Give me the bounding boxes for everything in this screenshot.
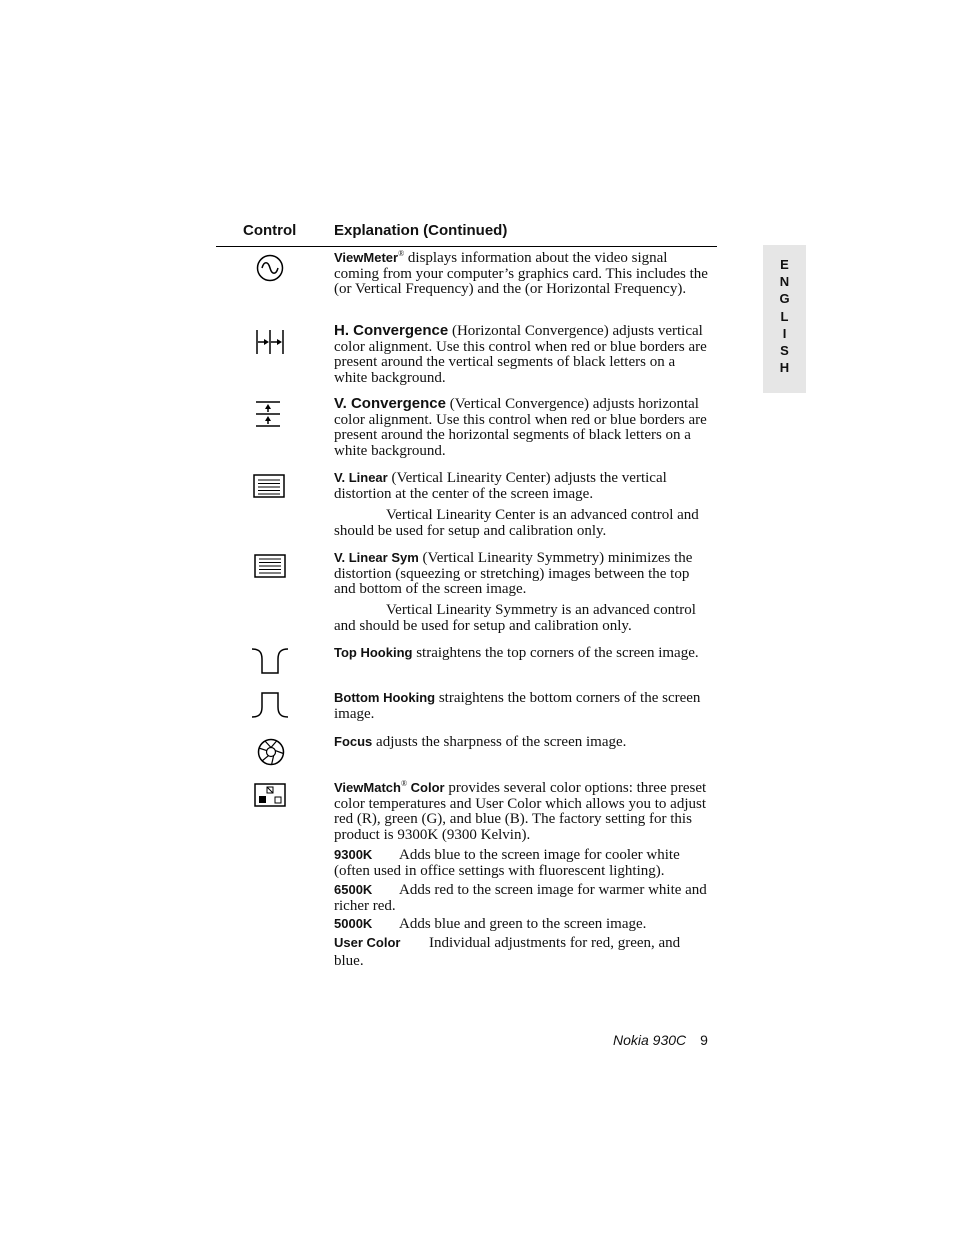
h-convergence-term: H. Convergence	[334, 322, 449, 339]
h-convergence-text: (Horizontal Convergence) adjusts vertical color alignment. Use this control when red or blue borders are present around the vertical segments of black letters on a white background.	[334, 323, 707, 386]
option-text: Adds red to the screen image for warmer white and richer red.	[334, 882, 707, 914]
viewmeter-text: displays information about the video signal coming from your computer’s graphics card. This includes the (or Vertical Frequency) and the (or Horizontal Frequency).	[334, 250, 708, 298]
page-number: 9	[700, 1032, 708, 1048]
viewmeter-description	[334, 250, 709, 298]
option-key: 9300K	[334, 847, 373, 862]
viewmatch-color-icon	[254, 783, 286, 807]
option-key: 5000K	[334, 916, 373, 931]
focus-description	[334, 734, 709, 751]
v-linear-note-text: Vertical Linearity Center is an advanced control and should be used for setup and calibration only.	[334, 507, 699, 539]
tab-letter: S	[780, 343, 789, 359]
footer-product: Nokia 930C	[613, 1032, 687, 1048]
tab-letter: I	[782, 325, 787, 341]
column-header-control: Control	[243, 222, 297, 239]
viewmatch-term: ViewMatch	[334, 780, 401, 795]
option-9300k	[334, 847, 709, 879]
focus-term: Focus	[334, 734, 373, 749]
v-linear-sym-text: (Vertical Linearity Symmetry) minimizes the distortion (squeezing or stretching) images between the top and bottom of the screen image.	[334, 550, 693, 598]
language-tab	[763, 245, 806, 393]
option-text: Adds blue to the screen image for cooler white (often used in office settings with fluorescent lighting).	[334, 847, 680, 879]
v-convergence-icon	[255, 401, 281, 427]
top-hooking-text: straightens the top corners of the screen image.	[412, 645, 699, 661]
top-hooking-icon	[251, 647, 289, 675]
v-linear-note	[334, 508, 709, 539]
h-convergence-description	[334, 323, 709, 386]
tab-letter: H	[779, 360, 790, 376]
viewmatch-color-term: Color	[407, 780, 445, 795]
option-user-color	[334, 934, 709, 970]
v-linear-sym-icon	[254, 554, 286, 578]
registered-mark: ®	[398, 249, 405, 258]
column-header-explanation: Explanation (Continued)	[334, 222, 508, 239]
v-convergence-term: V. Convergence	[334, 395, 446, 412]
v-linear-sym-note	[334, 603, 709, 634]
viewmeter-icon	[255, 254, 285, 284]
bottom-hooking-description	[334, 690, 709, 722]
viewmatch-color-text: provides several color options: three preset color temperatures and User Color which allows you to adjust red (R), green (G), and blue (B). The factory setting for this product is 9300K (9300 Kelvin).	[334, 780, 707, 843]
tab-letter: L	[780, 308, 789, 324]
option-text: Individual adjustments for red, green, and blue.	[334, 935, 681, 969]
viewmeter-term: ViewMeter	[334, 250, 399, 265]
option-6500k	[334, 882, 709, 914]
registered-mark: ®	[400, 779, 408, 788]
v-linear-sym-note-text: Vertical Linearity Symmetry is an advanced control and should be used for setup and calibration only.	[334, 602, 696, 634]
tab-letter: N	[779, 274, 790, 290]
v-linear-description	[334, 470, 709, 502]
option-5000k	[334, 916, 709, 933]
header-rule	[216, 246, 717, 247]
option-text: Adds blue and green to the screen image.	[399, 916, 647, 932]
option-key: 6500K	[334, 882, 373, 897]
focus-text: adjusts the sharpness of the screen image.	[372, 734, 627, 750]
top-hooking-description	[334, 645, 709, 662]
h-convergence-icon	[255, 329, 285, 355]
v-convergence-text: (Vertical Convergence) adjusts horizontal color alignment. Use this control when red or blue borders are present around the horizontal segments of black letters on a white background.	[334, 396, 707, 459]
v-linear-icon	[253, 474, 285, 498]
bottom-hooking-text: straightens the bottom corners of the screen image.	[334, 690, 701, 722]
bottom-hooking-term: Bottom Hooking	[334, 690, 436, 705]
viewmatch-color-description	[334, 780, 709, 843]
v-convergence-description	[334, 396, 709, 459]
page-footer	[613, 1032, 708, 1048]
v-linear-sym-description	[334, 550, 709, 598]
tab-letter: E	[780, 257, 789, 272]
bottom-hooking-icon	[251, 691, 289, 719]
tab-letter: G	[779, 291, 790, 307]
focus-icon	[256, 737, 286, 767]
v-linear-term: V. Linear	[334, 470, 388, 485]
option-key: User Color	[334, 935, 401, 950]
language-tab-letters	[763, 256, 806, 376]
v-linear-text: (Vertical Linearity Center) adjusts the vertical distortion at the center of the screen image.	[334, 470, 667, 502]
top-hooking-term: Top Hooking	[334, 645, 413, 660]
v-linear-sym-term: V. Linear Sym	[334, 550, 419, 565]
